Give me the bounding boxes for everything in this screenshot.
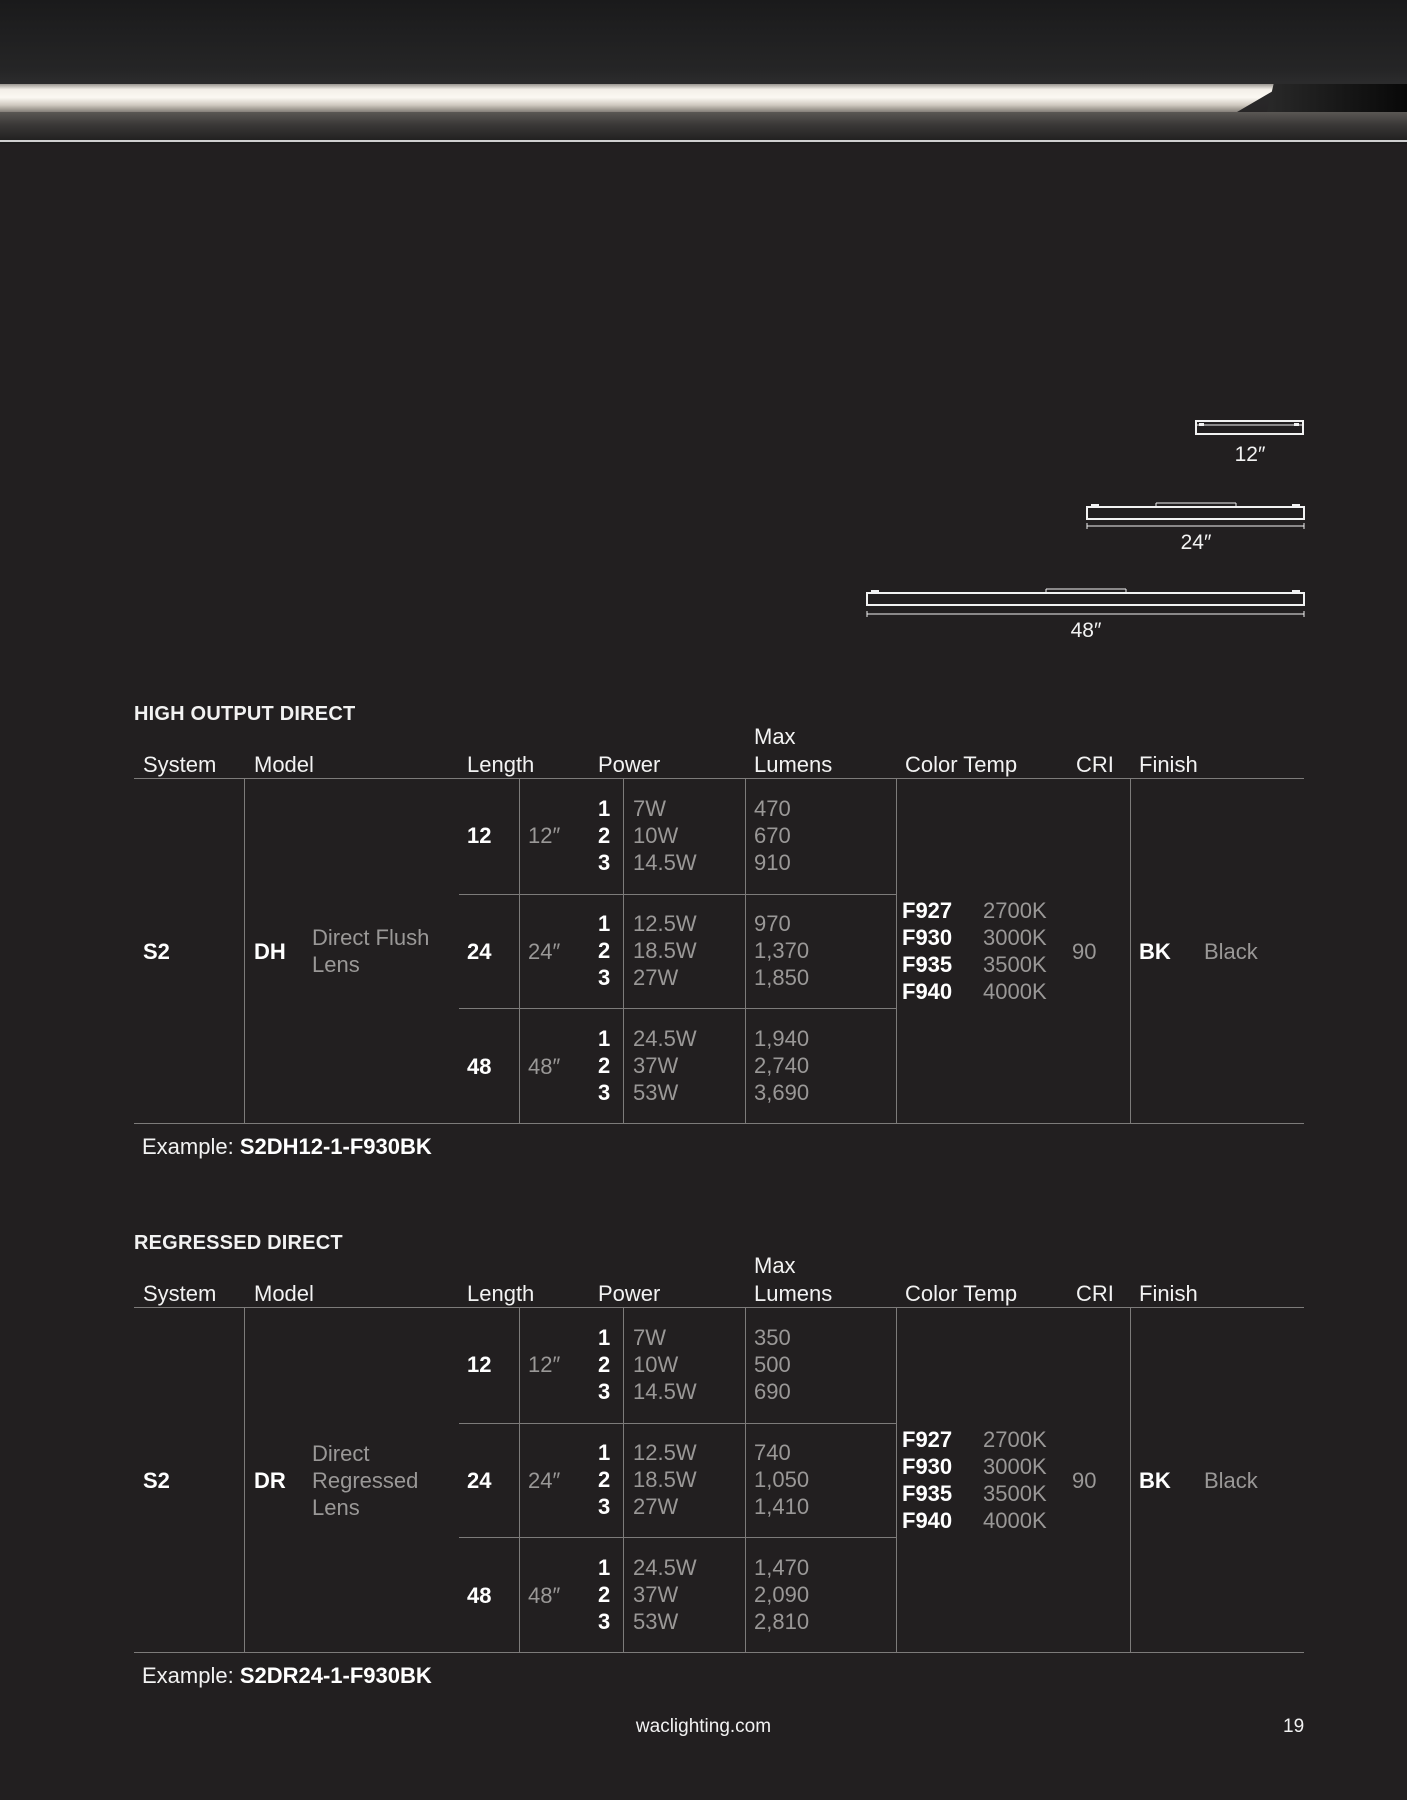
power-option-number: 3 — [598, 850, 611, 875]
length-size: 24″ — [528, 939, 561, 964]
header-system: System — [143, 752, 217, 777]
col-divider — [519, 1308, 520, 1652]
power-option-number: 3 — [598, 1609, 611, 1634]
header-power: Power — [598, 752, 661, 777]
power-watt: 27W — [633, 965, 679, 990]
row-divider — [459, 894, 896, 895]
color-temp-code: F930 — [902, 925, 953, 950]
power-option-number: 3 — [598, 1080, 611, 1105]
table-bottom-line — [134, 1652, 1304, 1653]
power-option-number: 2 — [598, 938, 611, 963]
col-divider — [244, 779, 245, 1123]
lumen-value: 1,050 — [754, 1467, 810, 1492]
header-color-temp: Color Temp — [905, 1281, 1018, 1306]
col-divider — [623, 1308, 624, 1652]
table-body — [134, 779, 1304, 1159]
power-watts — [633, 910, 697, 991]
header-lumens: Lumens — [754, 752, 833, 777]
model-code: DR — [254, 1468, 286, 1493]
row-divider — [459, 1537, 896, 1538]
power-option-number: 3 — [598, 1494, 611, 1519]
lumen-values — [754, 1554, 809, 1635]
color-temp-codes — [902, 897, 952, 1005]
lumen-value: 1,410 — [754, 1494, 810, 1519]
power-watt: 37W — [633, 1582, 679, 1607]
header-model: Model — [254, 752, 314, 777]
cri-value: 90 — [1072, 939, 1097, 964]
lumen-value: 470 — [754, 796, 791, 821]
header-finish: Finish — [1139, 752, 1198, 777]
lumen-value: 2,810 — [754, 1609, 810, 1634]
power-options — [598, 1554, 610, 1635]
finish-name: Black — [1204, 939, 1258, 964]
col-divider — [623, 779, 624, 1123]
color-temp-value: 2700K — [983, 898, 1047, 923]
color-temp-code: F940 — [902, 979, 953, 1004]
power-watt: 24.5W — [633, 1555, 697, 1580]
example-label: Example: — [142, 1134, 240, 1159]
footer-website-link[interactable]: waclighting.com — [635, 1716, 772, 1737]
example-part-number — [142, 1663, 432, 1689]
power-option-number: 2 — [598, 823, 611, 848]
lumen-value: 1,940 — [754, 1026, 810, 1051]
color-temp-code: F940 — [902, 1508, 953, 1533]
header-color-temp: Color Temp — [905, 752, 1018, 777]
model-desc-line: Direct Flush — [312, 925, 430, 950]
length-code: 48 — [467, 1583, 492, 1608]
header-finish: Finish — [1139, 1281, 1198, 1306]
power-options — [598, 1324, 610, 1405]
col-divider — [1130, 779, 1131, 1123]
power-watt: 24.5W — [633, 1026, 697, 1051]
power-watt: 18.5W — [633, 938, 697, 963]
lumen-value: 350 — [754, 1325, 791, 1350]
header-length: Length — [467, 752, 535, 777]
col-divider — [519, 779, 520, 1123]
model-desc-line: Regressed — [312, 1468, 419, 1493]
length-size: 12″ — [528, 823, 561, 848]
drawing-24-inch — [1086, 502, 1306, 530]
power-watt: 37W — [633, 1053, 679, 1078]
power-option-number: 1 — [598, 1440, 611, 1465]
power-watts — [633, 795, 697, 876]
row-divider — [459, 1423, 896, 1424]
example-value: S2DH12-1-F930BK — [239, 1134, 432, 1159]
power-watt: 14.5W — [633, 850, 697, 875]
power-option-number: 1 — [598, 1555, 611, 1580]
lumen-value: 2,090 — [754, 1582, 810, 1607]
drawing-24-label: 24″ — [1180, 531, 1212, 554]
lumen-value: 740 — [754, 1440, 791, 1465]
power-watt: 14.5W — [633, 1379, 697, 1404]
power-watt: 12.5W — [633, 1440, 697, 1465]
header-max: Max — [754, 724, 796, 749]
color-temp-value: 3000K — [983, 925, 1047, 950]
power-watts — [633, 1439, 697, 1520]
finish-code: BK — [1139, 939, 1171, 964]
color-temp-value: 4000K — [983, 1508, 1047, 1533]
col-divider — [745, 779, 746, 1123]
row-divider — [459, 1008, 896, 1009]
system-code: S2 — [143, 939, 170, 964]
col-divider — [1130, 1308, 1131, 1652]
power-watt: 7W — [633, 796, 666, 821]
model-desc-line: Direct — [312, 1441, 370, 1466]
power-options — [598, 910, 610, 991]
power-watt: 7W — [633, 1325, 666, 1350]
power-options — [598, 795, 610, 876]
header-system: System — [143, 1281, 217, 1306]
drawing-48-label: 48″ — [1070, 619, 1102, 642]
length-size: 48″ — [528, 1583, 561, 1608]
length-code: 48 — [467, 1054, 492, 1079]
model-desc-line: Lens — [312, 1495, 360, 1520]
header-power: Power — [598, 1281, 661, 1306]
power-option-number: 2 — [598, 1352, 611, 1377]
header-cri: CRI — [1076, 752, 1114, 777]
header-max: Max — [754, 1253, 796, 1278]
section-title-regressed: REGRESSED DIRECT — [134, 1232, 343, 1254]
lumen-value: 690 — [754, 1379, 791, 1404]
color-temp-code: F935 — [902, 1481, 953, 1506]
power-watt: 10W — [633, 1352, 679, 1377]
col-divider — [896, 1308, 897, 1652]
power-option-number: 3 — [598, 965, 611, 990]
color-temp-value: 3000K — [983, 1454, 1047, 1479]
color-temp-value: 3500K — [983, 952, 1047, 977]
table-body — [134, 1308, 1304, 1688]
length-code: 12 — [467, 823, 492, 848]
col-divider — [244, 1308, 245, 1652]
length-size: 12″ — [528, 1352, 561, 1377]
color-temp-values — [983, 1426, 1047, 1534]
example-part-number — [142, 1134, 432, 1160]
lumen-value: 910 — [754, 850, 791, 875]
lumen-value: 2,740 — [754, 1053, 810, 1078]
power-option-number: 1 — [598, 1026, 611, 1051]
header-lumens: Lumens — [754, 1281, 833, 1306]
color-temp-values — [983, 897, 1047, 1005]
power-option-number: 2 — [598, 1467, 611, 1492]
color-temp-codes — [902, 1426, 952, 1534]
length-code: 12 — [467, 1352, 492, 1377]
power-option-number: 1 — [598, 1325, 611, 1350]
hero-product-image — [0, 0, 1407, 145]
col-divider — [745, 1308, 746, 1652]
power-watt: 53W — [633, 1609, 679, 1634]
power-options — [598, 1025, 610, 1106]
header-length: Length — [467, 1281, 535, 1306]
power-option-number: 2 — [598, 1053, 611, 1078]
power-option-number: 1 — [598, 796, 611, 821]
hero-light-lens — [0, 84, 1285, 114]
color-temp-value: 2700K — [983, 1427, 1047, 1452]
length-code: 24 — [467, 939, 492, 964]
color-temp-code: F930 — [902, 1454, 953, 1479]
table-bottom-line — [134, 1123, 1304, 1124]
color-temp-value: 3500K — [983, 1481, 1047, 1506]
lumen-value: 1,370 — [754, 938, 810, 963]
example-label: Example: — [142, 1663, 240, 1688]
length-code: 24 — [467, 1468, 492, 1493]
col-divider — [896, 779, 897, 1123]
lumen-values — [754, 910, 809, 991]
hero-track-rail — [0, 112, 1407, 144]
power-watt: 12.5W — [633, 911, 697, 936]
lumen-value: 500 — [754, 1352, 791, 1377]
header-model: Model — [254, 1281, 314, 1306]
power-option-number: 2 — [598, 1582, 611, 1607]
power-watt: 27W — [633, 1494, 679, 1519]
power-watts — [633, 1554, 697, 1635]
power-options — [598, 1439, 610, 1520]
lumen-value: 970 — [754, 911, 791, 936]
drawing-12-label: 12″ — [1234, 443, 1266, 466]
lumen-value: 670 — [754, 823, 791, 848]
drawing-48-inch — [866, 588, 1306, 620]
finish-name: Black — [1204, 1468, 1258, 1493]
power-watt: 53W — [633, 1080, 679, 1105]
example-value: S2DR24-1-F930BK — [239, 1663, 432, 1688]
lumen-values — [754, 1025, 809, 1106]
drawing-12-inch — [1195, 420, 1305, 436]
lumen-value: 1,850 — [754, 965, 810, 990]
lumen-value: 3,690 — [754, 1080, 810, 1105]
page-number: 19 — [1283, 1716, 1305, 1737]
power-option-number: 3 — [598, 1379, 611, 1404]
power-watts — [633, 1025, 697, 1106]
cri-value: 90 — [1072, 1468, 1097, 1493]
power-option-number: 1 — [598, 911, 611, 936]
finish-code: BK — [1139, 1468, 1171, 1493]
length-size: 24″ — [528, 1468, 561, 1493]
system-code: S2 — [143, 1468, 170, 1493]
section-title-high-output: HIGH OUTPUT DIRECT — [134, 703, 356, 725]
length-size: 48″ — [528, 1054, 561, 1079]
model-description — [312, 1440, 418, 1521]
model-description — [312, 924, 429, 978]
power-watt: 10W — [633, 823, 679, 848]
model-desc-line: Lens — [312, 952, 360, 977]
color-temp-code: F927 — [902, 898, 953, 923]
power-watts — [633, 1324, 697, 1405]
color-temp-code: F927 — [902, 1427, 953, 1452]
lumen-value: 1,470 — [754, 1555, 810, 1580]
lumen-values — [754, 1324, 791, 1405]
color-temp-code: F935 — [902, 952, 953, 977]
model-code: DH — [254, 939, 286, 964]
lumen-values — [754, 795, 791, 876]
lumen-values — [754, 1439, 809, 1520]
power-watt: 18.5W — [633, 1467, 697, 1492]
color-temp-value: 4000K — [983, 979, 1047, 1004]
header-cri: CRI — [1076, 1281, 1114, 1306]
